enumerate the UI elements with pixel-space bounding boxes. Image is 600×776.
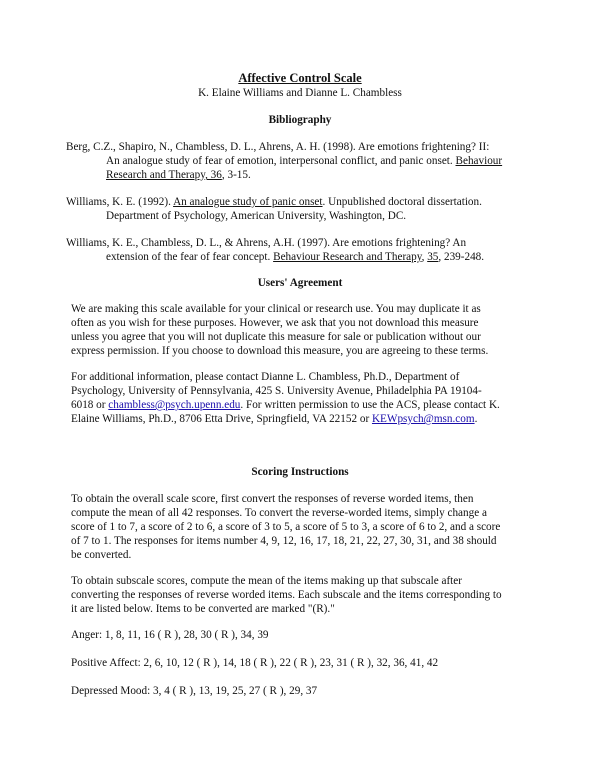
subscale-depressed-mood: Depressed Mood: 3, 4 ( R ), 13, 19, 25, 27 ( R ), 29, 37 xyxy=(71,685,318,697)
bibliography-ref-3: Williams, K. E., Chambless, D. L., & Ahrens, A.H. (1997). Are emotions frightening? An extension of the fear of fear concept. Behaviour Research and Therapy, 35, 239-248. xyxy=(66,237,485,263)
bibliography-ref-2: Williams, K. E. (1992). An analogue study of panic onset. Unpublished doctoral dissertation. Department of Psychology, American University, Washington, DC. xyxy=(66,196,482,222)
bibliography-heading: Bibliography xyxy=(268,114,332,126)
journal-volume: 35 xyxy=(427,251,439,263)
email-link-chambless[interactable]: chambless@psych.upenn.edu xyxy=(108,399,241,411)
users-agreement-heading: Users' Agreement xyxy=(257,277,343,289)
document-title: Affective Control Scale xyxy=(238,71,362,85)
email-link-kewpsych[interactable]: KEWpsych@msn.com xyxy=(371,413,475,425)
journal-title: Research and Therapy, 36 xyxy=(106,169,222,181)
scoring-paragraph-1: To obtain the overall scale score, first convert the responses of reverse worded items, then compute the mean of all 42 responses. To convert the reverse-worded items, simply change a score of 1 to 7, a score of 2 to 6, a score of 3 to 5, a score of 5 to 3, a score of 6 to 2, and a score of 7 to 1. The responses for items number 4, 9, 12, 16, 17, 18, 21, 22, 27, 30, 31, and 38 should be converted. xyxy=(71,493,501,561)
agreement-paragraph-1: We are making this scale available for your clinical or research use. You may duplicate it as often as you wish for these purposes. However, we ask that you not download this measure unless you agree that you will not duplicate this measure for sale or publication without our express permission. If you choose to download this measure, you are agreeing to these terms. xyxy=(71,303,489,357)
subscale-anger: Anger: 1, 8, 11, 16 ( R ), 28, 30 ( R ), 34, 39 xyxy=(71,629,269,641)
journal-title: Behaviour Research and Therapy xyxy=(273,251,422,263)
document-authors: K. Elaine Williams and Dianne L. Chambless xyxy=(198,87,402,99)
subscale-positive-affect: Positive Affect: 2, 6, 10, 12 ( R ), 14, 18 ( R ), 22 ( R ), 23, 31 ( R ), 32, 36, 41, 42 xyxy=(71,657,439,669)
journal-title: Behaviour xyxy=(455,155,503,167)
bibliography-ref-1: Berg, C.Z., Shapiro, N., Chambless, D. L., Ahrens, A. H. (1998). Are emotions frightening? II: An analogue study of fear of emotion, interpersonal conflict, and panic onset. Behaviour Research and Therapy, 36, 3-15. xyxy=(66,141,503,181)
dissertation-title: An analogue study of panic onset xyxy=(173,196,323,208)
agreement-paragraph-2: For additional information, please contact Dianne L. Chambless, Ph.D., Department of Psychology, University of Pennsylvania, 425 S. University Avenue, Philadelphia PA 19104- 6018 or chambless@psych.upenn.edu. For written permission to use the ACS, please contact K. Elaine Williams, Ph.D., 8706 Etta Drive, Springfield, VA 22152 or KEWpsych@msn.com. xyxy=(71,371,500,425)
scoring-instructions-heading: Scoring Instructions xyxy=(251,466,349,478)
scoring-paragraph-2: To obtain subscale scores, compute the mean of the items making up that subscale after converting the responses of reverse worded items. Each subscale and the items corresponding to it are listed below. Items to be converted are marked "(R)." xyxy=(71,575,502,615)
